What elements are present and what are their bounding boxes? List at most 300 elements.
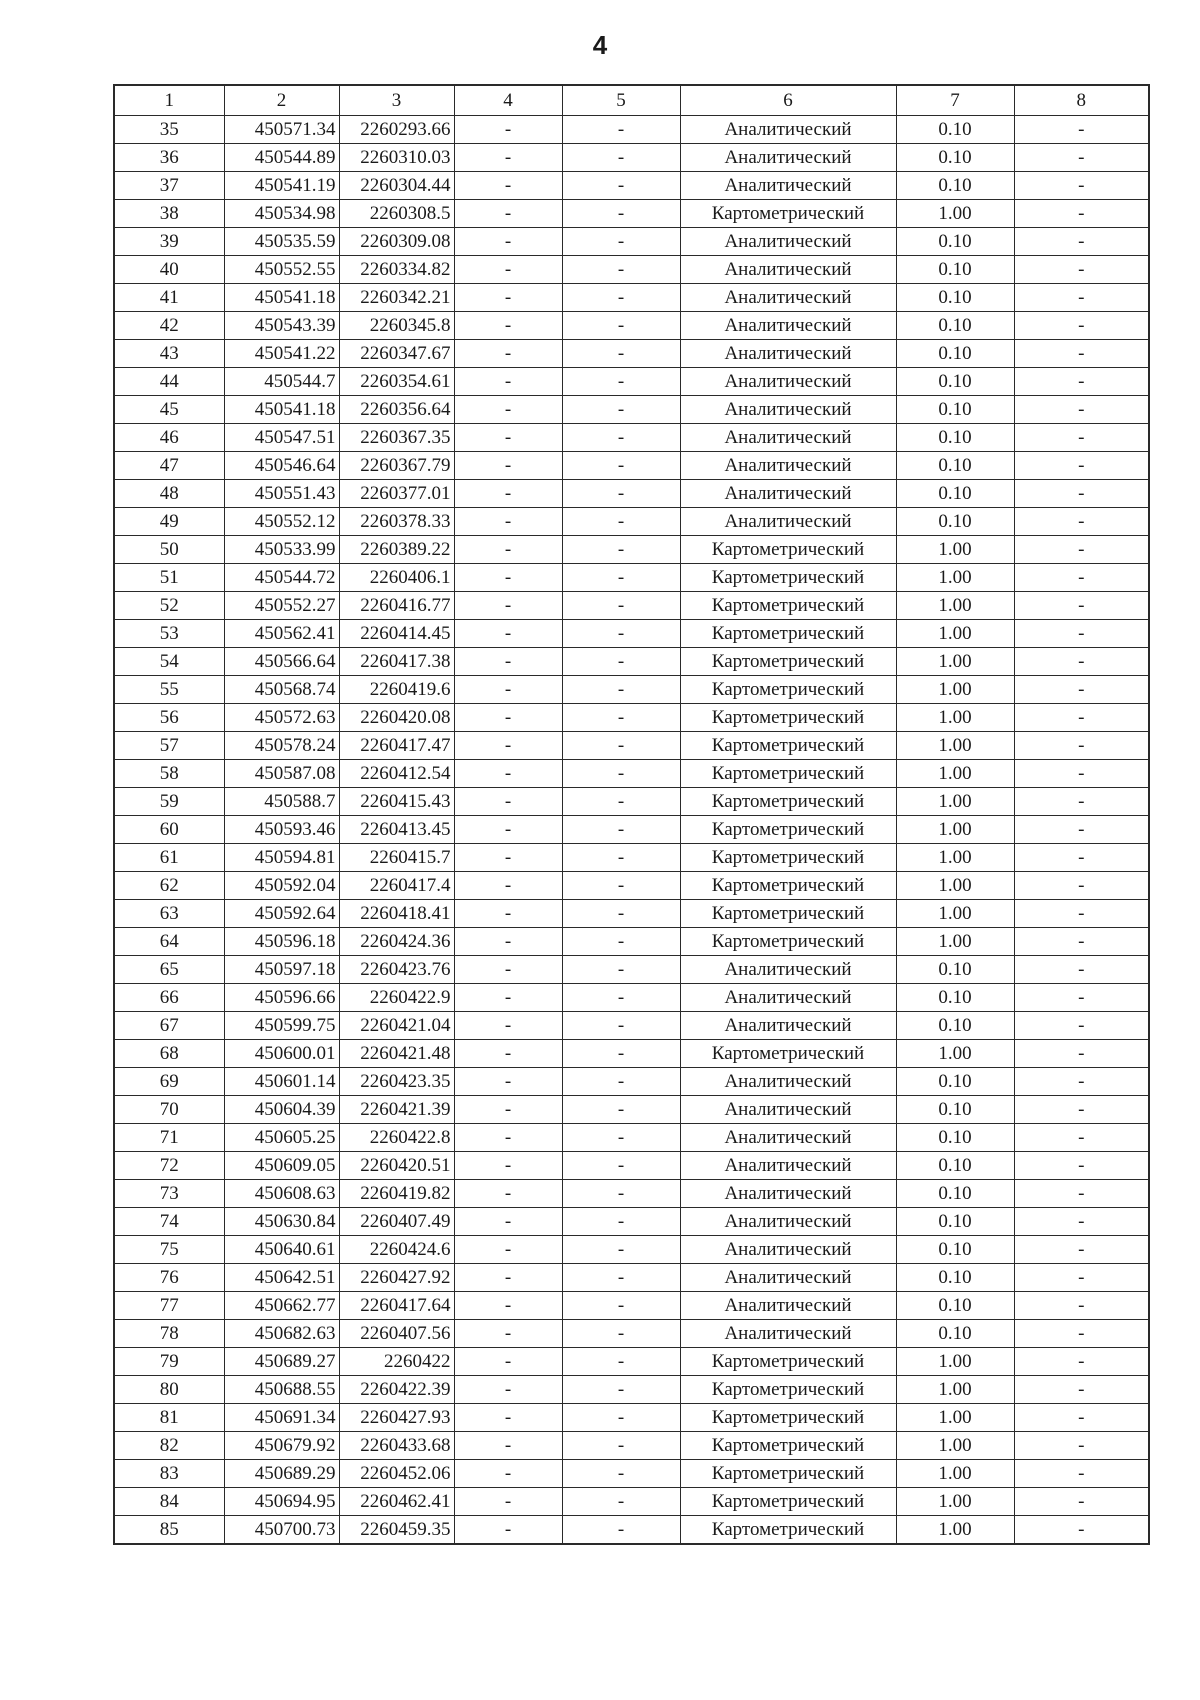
cell-accuracy: 0.10 [896, 1263, 1014, 1291]
cell-method: Аналитический [680, 395, 896, 423]
table-row [114, 843, 1149, 871]
cell-point-number: 45 [114, 395, 224, 423]
cell-accuracy: 1.00 [896, 1039, 1014, 1067]
cell-accuracy: 1.00 [896, 787, 1014, 815]
cell-col-4-value: - [454, 1291, 562, 1319]
cell-accuracy: 0.10 [896, 283, 1014, 311]
cell-method: Картометрический [680, 815, 896, 843]
cell-method: Аналитический [680, 227, 896, 255]
cell-y-coordinate: 2260378.33 [339, 507, 454, 535]
cell-method: Аналитический [680, 255, 896, 283]
cell-point-number: 76 [114, 1263, 224, 1291]
cell-point-number: 70 [114, 1095, 224, 1123]
table-row [114, 283, 1149, 311]
cell-col-5-value: - [562, 227, 680, 255]
cell-accuracy: 1.00 [896, 759, 1014, 787]
cell-point-number: 49 [114, 507, 224, 535]
cell-col-5-value: - [562, 983, 680, 1011]
coordinates-table [113, 84, 1150, 1545]
cell-x-coordinate: 450700.73 [224, 1515, 339, 1544]
column-header-7: 7 [896, 85, 1014, 115]
cell-point-number: 40 [114, 255, 224, 283]
cell-y-coordinate: 2260420.08 [339, 703, 454, 731]
cell-col-4-value: - [454, 507, 562, 535]
cell-method: Аналитический [680, 983, 896, 1011]
cell-point-number: 77 [114, 1291, 224, 1319]
cell-point-number: 47 [114, 451, 224, 479]
cell-method: Аналитический [680, 1179, 896, 1207]
cell-point-number: 67 [114, 1011, 224, 1039]
table-row [114, 1095, 1149, 1123]
cell-method: Аналитический [680, 367, 896, 395]
cell-method: Картометрический [680, 843, 896, 871]
cell-accuracy: 1.00 [896, 199, 1014, 227]
cell-point-number: 55 [114, 675, 224, 703]
cell-point-number: 38 [114, 199, 224, 227]
cell-x-coordinate: 450691.34 [224, 1403, 339, 1431]
cell-method: Аналитический [680, 423, 896, 451]
cell-col-5-value: - [562, 1123, 680, 1151]
cell-method: Картометрический [680, 591, 896, 619]
cell-y-coordinate: 2260304.44 [339, 171, 454, 199]
cell-col-5-value: - [562, 395, 680, 423]
cell-point-number: 51 [114, 563, 224, 591]
cell-col-8-value: - [1014, 255, 1149, 283]
cell-point-number: 41 [114, 283, 224, 311]
table-row [114, 675, 1149, 703]
cell-y-coordinate: 2260407.56 [339, 1319, 454, 1347]
cell-col-4-value: - [454, 647, 562, 675]
cell-col-8-value: - [1014, 899, 1149, 927]
cell-col-8-value: - [1014, 199, 1149, 227]
cell-x-coordinate: 450592.04 [224, 871, 339, 899]
cell-method: Аналитический [680, 1151, 896, 1179]
cell-col-5-value: - [562, 255, 680, 283]
cell-x-coordinate: 450544.7 [224, 367, 339, 395]
cell-col-4-value: - [454, 367, 562, 395]
cell-x-coordinate: 450605.25 [224, 1123, 339, 1151]
cell-col-4-value: - [454, 927, 562, 955]
cell-accuracy: 0.10 [896, 1179, 1014, 1207]
cell-col-5-value: - [562, 1459, 680, 1487]
cell-point-number: 57 [114, 731, 224, 759]
cell-col-5-value: - [562, 171, 680, 199]
cell-x-coordinate: 450541.18 [224, 283, 339, 311]
cell-col-8-value: - [1014, 1347, 1149, 1375]
cell-method: Картометрический [680, 1515, 896, 1544]
table-row [114, 563, 1149, 591]
cell-col-5-value: - [562, 675, 680, 703]
cell-col-5-value: - [562, 1319, 680, 1347]
cell-accuracy: 1.00 [896, 647, 1014, 675]
cell-accuracy: 1.00 [896, 563, 1014, 591]
cell-accuracy: 0.10 [896, 143, 1014, 171]
cell-y-coordinate: 2260414.45 [339, 619, 454, 647]
cell-method: Картометрический [680, 199, 896, 227]
cell-y-coordinate: 2260367.35 [339, 423, 454, 451]
cell-accuracy: 1.00 [896, 815, 1014, 843]
cell-method: Картометрический [680, 899, 896, 927]
cell-col-4-value: - [454, 1375, 562, 1403]
cell-x-coordinate: 450688.55 [224, 1375, 339, 1403]
cell-point-number: 78 [114, 1319, 224, 1347]
cell-col-5-value: - [562, 143, 680, 171]
cell-x-coordinate: 450601.14 [224, 1067, 339, 1095]
cell-col-8-value: - [1014, 1431, 1149, 1459]
cell-point-number: 37 [114, 171, 224, 199]
cell-y-coordinate: 2260415.43 [339, 787, 454, 815]
cell-col-8-value: - [1014, 787, 1149, 815]
cell-point-number: 56 [114, 703, 224, 731]
cell-method: Картометрический [680, 1347, 896, 1375]
cell-method: Картометрический [680, 731, 896, 759]
table-row [114, 815, 1149, 843]
cell-method: Аналитический [680, 1319, 896, 1347]
cell-y-coordinate: 2260420.51 [339, 1151, 454, 1179]
cell-method: Аналитический [680, 1011, 896, 1039]
cell-x-coordinate: 450541.19 [224, 171, 339, 199]
cell-col-4-value: - [454, 395, 562, 423]
cell-col-4-value: - [454, 591, 562, 619]
cell-col-8-value: - [1014, 1291, 1149, 1319]
cell-y-coordinate: 2260377.01 [339, 479, 454, 507]
cell-col-4-value: - [454, 227, 562, 255]
cell-col-4-value: - [454, 311, 562, 339]
cell-point-number: 53 [114, 619, 224, 647]
table-header [114, 85, 1149, 115]
cell-accuracy: 0.10 [896, 1095, 1014, 1123]
cell-point-number: 54 [114, 647, 224, 675]
cell-y-coordinate: 2260422.9 [339, 983, 454, 1011]
column-header-5: 5 [562, 85, 680, 115]
cell-method: Картометрический [680, 871, 896, 899]
cell-col-4-value: - [454, 955, 562, 983]
cell-point-number: 46 [114, 423, 224, 451]
cell-x-coordinate: 450597.18 [224, 955, 339, 983]
cell-col-8-value: - [1014, 1123, 1149, 1151]
cell-col-5-value: - [562, 1515, 680, 1544]
table-row [114, 367, 1149, 395]
cell-col-8-value: - [1014, 1039, 1149, 1067]
cell-col-4-value: - [454, 1319, 562, 1347]
cell-method: Аналитический [680, 1263, 896, 1291]
cell-col-8-value: - [1014, 1067, 1149, 1095]
cell-col-8-value: - [1014, 1151, 1149, 1179]
cell-col-8-value: - [1014, 1011, 1149, 1039]
cell-col-5-value: - [562, 1263, 680, 1291]
cell-point-number: 85 [114, 1515, 224, 1544]
cell-method: Аналитический [680, 1095, 896, 1123]
cell-col-4-value: - [454, 1039, 562, 1067]
cell-point-number: 81 [114, 1403, 224, 1431]
cell-method: Картометрический [680, 1039, 896, 1067]
cell-y-coordinate: 2260452.06 [339, 1459, 454, 1487]
cell-y-coordinate: 2260418.41 [339, 899, 454, 927]
cell-x-coordinate: 450689.27 [224, 1347, 339, 1375]
cell-point-number: 64 [114, 927, 224, 955]
table-row [114, 1123, 1149, 1151]
cell-col-4-value: - [454, 675, 562, 703]
cell-method: Аналитический [680, 479, 896, 507]
cell-col-4-value: - [454, 1263, 562, 1291]
cell-accuracy: 0.10 [896, 1319, 1014, 1347]
cell-col-4-value: - [454, 1095, 562, 1123]
table-row [114, 1459, 1149, 1487]
table-row [114, 451, 1149, 479]
cell-point-number: 73 [114, 1179, 224, 1207]
cell-method: Аналитический [680, 171, 896, 199]
cell-col-8-value: - [1014, 395, 1149, 423]
cell-y-coordinate: 2260421.48 [339, 1039, 454, 1067]
cell-accuracy: 1.00 [896, 591, 1014, 619]
cell-method: Аналитический [680, 339, 896, 367]
cell-y-coordinate: 2260417.4 [339, 871, 454, 899]
table-row [114, 899, 1149, 927]
cell-method: Картометрический [680, 1459, 896, 1487]
cell-col-5-value: - [562, 479, 680, 507]
cell-x-coordinate: 450541.22 [224, 339, 339, 367]
cell-point-number: 71 [114, 1123, 224, 1151]
cell-point-number: 39 [114, 227, 224, 255]
cell-y-coordinate: 2260308.5 [339, 199, 454, 227]
cell-x-coordinate: 450551.43 [224, 479, 339, 507]
cell-y-coordinate: 2260419.82 [339, 1179, 454, 1207]
cell-accuracy: 1.00 [896, 703, 1014, 731]
table-row [114, 955, 1149, 983]
cell-accuracy: 0.10 [896, 1235, 1014, 1263]
cell-accuracy: 0.10 [896, 115, 1014, 143]
cell-col-5-value: - [562, 1487, 680, 1515]
cell-accuracy: 1.00 [896, 843, 1014, 871]
cell-col-4-value: - [454, 563, 562, 591]
cell-col-4-value: - [454, 479, 562, 507]
cell-y-coordinate: 2260342.21 [339, 283, 454, 311]
table-row [114, 255, 1149, 283]
cell-x-coordinate: 450543.39 [224, 311, 339, 339]
cell-col-5-value: - [562, 787, 680, 815]
cell-point-number: 82 [114, 1431, 224, 1459]
cell-accuracy: 0.10 [896, 1011, 1014, 1039]
cell-col-5-value: - [562, 927, 680, 955]
column-header-2: 2 [224, 85, 339, 115]
cell-y-coordinate: 2260419.6 [339, 675, 454, 703]
cell-accuracy: 0.10 [896, 423, 1014, 451]
cell-col-4-value: - [454, 703, 562, 731]
cell-col-5-value: - [562, 423, 680, 451]
cell-col-8-value: - [1014, 1095, 1149, 1123]
table-row [114, 423, 1149, 451]
cell-method: Картометрический [680, 535, 896, 563]
cell-accuracy: 0.10 [896, 1067, 1014, 1095]
cell-y-coordinate: 2260424.6 [339, 1235, 454, 1263]
cell-col-8-value: - [1014, 731, 1149, 759]
cell-method: Картометрический [680, 703, 896, 731]
cell-col-8-value: - [1014, 171, 1149, 199]
cell-col-5-value: - [562, 563, 680, 591]
cell-col-5-value: - [562, 283, 680, 311]
column-header-8: 8 [1014, 85, 1149, 115]
page-number: 4 [592, 30, 608, 60]
cell-col-5-value: - [562, 1375, 680, 1403]
cell-x-coordinate: 450604.39 [224, 1095, 339, 1123]
cell-method: Аналитический [680, 1235, 896, 1263]
cell-col-8-value: - [1014, 311, 1149, 339]
cell-method: Аналитический [680, 1123, 896, 1151]
cell-x-coordinate: 450546.64 [224, 451, 339, 479]
cell-col-8-value: - [1014, 759, 1149, 787]
cell-x-coordinate: 450679.92 [224, 1431, 339, 1459]
column-header-1: 1 [114, 85, 224, 115]
cell-col-5-value: - [562, 339, 680, 367]
cell-col-4-value: - [454, 1515, 562, 1544]
header-row [114, 85, 1149, 115]
cell-col-5-value: - [562, 115, 680, 143]
cell-col-5-value: - [562, 619, 680, 647]
cell-x-coordinate: 450596.66 [224, 983, 339, 1011]
cell-col-8-value: - [1014, 1515, 1149, 1544]
cell-col-8-value: - [1014, 535, 1149, 563]
table-row [114, 731, 1149, 759]
cell-col-8-value: - [1014, 283, 1149, 311]
cell-x-coordinate: 450547.51 [224, 423, 339, 451]
cell-point-number: 63 [114, 899, 224, 927]
table-row [114, 479, 1149, 507]
table-row [114, 1515, 1149, 1544]
cell-col-4-value: - [454, 1151, 562, 1179]
cell-col-4-value: - [454, 143, 562, 171]
cell-x-coordinate: 450587.08 [224, 759, 339, 787]
cell-col-4-value: - [454, 871, 562, 899]
cell-accuracy: 0.10 [896, 983, 1014, 1011]
cell-y-coordinate: 2260389.22 [339, 535, 454, 563]
table-row [114, 619, 1149, 647]
cell-col-4-value: - [454, 1235, 562, 1263]
cell-x-coordinate: 450534.98 [224, 199, 339, 227]
cell-col-8-value: - [1014, 983, 1149, 1011]
cell-col-4-value: - [454, 255, 562, 283]
cell-y-coordinate: 2260354.61 [339, 367, 454, 395]
cell-method: Картометрический [680, 927, 896, 955]
cell-col-8-value: - [1014, 955, 1149, 983]
cell-col-8-value: - [1014, 1375, 1149, 1403]
cell-col-4-value: - [454, 423, 562, 451]
cell-method: Аналитический [680, 451, 896, 479]
cell-x-coordinate: 450544.89 [224, 143, 339, 171]
cell-y-coordinate: 2260427.92 [339, 1263, 454, 1291]
cell-method: Аналитический [680, 507, 896, 535]
cell-point-number: 84 [114, 1487, 224, 1515]
table-row [114, 199, 1149, 227]
table-row [114, 395, 1149, 423]
table-row [114, 339, 1149, 367]
cell-y-coordinate: 2260422 [339, 1347, 454, 1375]
cell-x-coordinate: 450552.55 [224, 255, 339, 283]
table-row [114, 1011, 1149, 1039]
cell-col-8-value: - [1014, 1235, 1149, 1263]
cell-col-4-value: - [454, 1207, 562, 1235]
table-row [114, 927, 1149, 955]
cell-accuracy: 1.00 [896, 927, 1014, 955]
cell-y-coordinate: 2260310.03 [339, 143, 454, 171]
cell-accuracy: 0.10 [896, 227, 1014, 255]
cell-accuracy: 1.00 [896, 619, 1014, 647]
cell-col-8-value: - [1014, 591, 1149, 619]
table-row [114, 1207, 1149, 1235]
cell-col-8-value: - [1014, 451, 1149, 479]
cell-method: Картометрический [680, 1431, 896, 1459]
cell-col-4-value: - [454, 759, 562, 787]
cell-method: Аналитический [680, 1207, 896, 1235]
table-row [114, 1403, 1149, 1431]
cell-y-coordinate: 2260421.04 [339, 1011, 454, 1039]
cell-col-5-value: - [562, 759, 680, 787]
cell-point-number: 43 [114, 339, 224, 367]
table-row [114, 1151, 1149, 1179]
cell-x-coordinate: 450599.75 [224, 1011, 339, 1039]
cell-accuracy: 1.00 [896, 1375, 1014, 1403]
cell-accuracy: 0.10 [896, 367, 1014, 395]
cell-col-4-value: - [454, 815, 562, 843]
cell-col-8-value: - [1014, 647, 1149, 675]
cell-col-8-value: - [1014, 1263, 1149, 1291]
cell-accuracy: 0.10 [896, 479, 1014, 507]
table-row [114, 311, 1149, 339]
cell-col-5-value: - [562, 1207, 680, 1235]
cell-x-coordinate: 450568.74 [224, 675, 339, 703]
cell-y-coordinate: 2260421.39 [339, 1095, 454, 1123]
cell-col-8-value: - [1014, 1403, 1149, 1431]
cell-point-number: 80 [114, 1375, 224, 1403]
cell-col-5-value: - [562, 507, 680, 535]
cell-col-4-value: - [454, 1431, 562, 1459]
cell-y-coordinate: 2260293.66 [339, 115, 454, 143]
cell-accuracy: 0.10 [896, 339, 1014, 367]
cell-col-5-value: - [562, 1403, 680, 1431]
column-header-6: 6 [680, 85, 896, 115]
cell-accuracy: 0.10 [896, 395, 1014, 423]
cell-col-8-value: - [1014, 675, 1149, 703]
cell-col-5-value: - [562, 1291, 680, 1319]
cell-col-5-value: - [562, 703, 680, 731]
cell-point-number: 72 [114, 1151, 224, 1179]
cell-x-coordinate: 450596.18 [224, 927, 339, 955]
cell-y-coordinate: 2260407.49 [339, 1207, 454, 1235]
cell-col-4-value: - [454, 787, 562, 815]
cell-x-coordinate: 450588.7 [224, 787, 339, 815]
table-row [114, 507, 1149, 535]
cell-x-coordinate: 450566.64 [224, 647, 339, 675]
table-row [114, 1347, 1149, 1375]
cell-col-5-value: - [562, 871, 680, 899]
cell-y-coordinate: 2260412.54 [339, 759, 454, 787]
cell-point-number: 68 [114, 1039, 224, 1067]
cell-col-5-value: - [562, 843, 680, 871]
cell-y-coordinate: 2260334.82 [339, 255, 454, 283]
cell-accuracy: 0.10 [896, 1207, 1014, 1235]
table-row [114, 1431, 1149, 1459]
cell-method: Аналитический [680, 1291, 896, 1319]
table-row [114, 871, 1149, 899]
cell-col-4-value: - [454, 283, 562, 311]
cell-y-coordinate: 2260417.38 [339, 647, 454, 675]
cell-point-number: 65 [114, 955, 224, 983]
cell-point-number: 59 [114, 787, 224, 815]
cell-col-5-value: - [562, 451, 680, 479]
cell-col-4-value: - [454, 619, 562, 647]
cell-x-coordinate: 450571.34 [224, 115, 339, 143]
cell-y-coordinate: 2260309.08 [339, 227, 454, 255]
cell-y-coordinate: 2260417.47 [339, 731, 454, 759]
